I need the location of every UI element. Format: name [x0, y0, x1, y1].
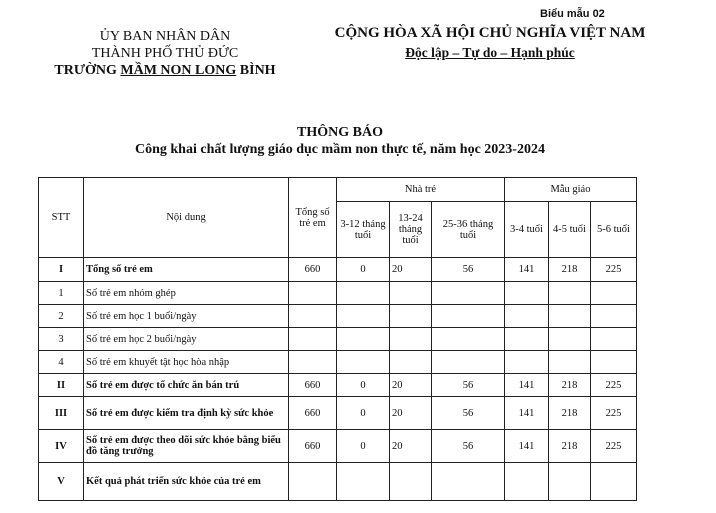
cell-age-13-24: 20	[390, 374, 432, 397]
cell-age-3-12	[337, 282, 390, 305]
row-content: Kết quả phát triển sức khỏe của trẻ em	[84, 463, 289, 501]
cell-age-5-6	[591, 463, 637, 501]
cell-total: 660	[289, 374, 337, 397]
cell-age-4-5: 218	[549, 374, 591, 397]
cell-age-3-4	[505, 282, 549, 305]
header-age-3-4: 3-4 tuổi	[505, 202, 549, 258]
row-stt: IV	[39, 430, 84, 463]
cell-age-5-6	[591, 282, 637, 305]
row-content: Tổng số trẻ em	[84, 258, 289, 282]
cell-age-3-4: 141	[505, 397, 549, 430]
cell-total	[289, 351, 337, 374]
cell-age-25-36: 56	[432, 374, 505, 397]
cell-age-3-12	[337, 328, 390, 351]
document-title-block	[0, 124, 680, 158]
cell-age-3-12	[337, 351, 390, 374]
table-row	[39, 430, 637, 463]
cell-age-3-4	[505, 328, 549, 351]
cell-age-5-6: 225	[591, 430, 637, 463]
header-age-25-36: 25-36 tháng tuổi	[432, 202, 505, 258]
cell-total	[289, 282, 337, 305]
cell-total: 660	[289, 258, 337, 282]
table-row	[39, 282, 637, 305]
row-stt: V	[39, 463, 84, 501]
cell-age-4-5	[549, 351, 591, 374]
table-row	[39, 351, 637, 374]
document-title: THÔNG BÁO	[297, 125, 383, 140]
header-mau-giao: Mẫu giáo	[505, 178, 637, 202]
table-row	[39, 305, 637, 328]
authority-line-1: ỦY BAN NHÂN DÂN	[99, 29, 231, 44]
cell-age-3-4: 141	[505, 374, 549, 397]
cell-age-4-5: 218	[549, 258, 591, 282]
cell-age-25-36	[432, 282, 505, 305]
form-number: Biểu mẫu 02	[540, 8, 605, 20]
row-stt: 4	[39, 351, 84, 374]
row-content: Số trẻ em được kiểm tra định kỳ sức khỏe	[84, 397, 289, 430]
cell-age-13-24	[390, 328, 432, 351]
school-name-suffix: BÌNH	[236, 63, 276, 78]
cell-age-25-36	[432, 328, 505, 351]
cell-age-13-24: 20	[390, 397, 432, 430]
cell-age-3-12	[337, 305, 390, 328]
row-content: Số trẻ em nhóm ghép	[84, 282, 289, 305]
row-stt: 1	[39, 282, 84, 305]
row-stt: II	[39, 374, 84, 397]
cell-age-25-36	[432, 463, 505, 501]
header-age-5-6: 5-6 tuổi	[591, 202, 637, 258]
table-row	[39, 328, 637, 351]
cell-age-5-6	[591, 351, 637, 374]
table-row	[39, 397, 637, 430]
national-motto: Độc lập – Tự do – Hạnh phúc	[405, 45, 575, 60]
cell-age-3-12	[337, 463, 390, 501]
cell-age-25-36: 56	[432, 258, 505, 282]
cell-age-25-36: 56	[432, 430, 505, 463]
education-quality-table	[38, 177, 637, 501]
cell-age-3-12: 0	[337, 397, 390, 430]
cell-age-13-24	[390, 463, 432, 501]
header-content: Nội dung	[84, 178, 289, 258]
cell-age-4-5	[549, 463, 591, 501]
cell-age-3-4: 141	[505, 258, 549, 282]
cell-age-3-12: 0	[337, 258, 390, 282]
cell-age-25-36: 56	[432, 397, 505, 430]
cell-age-13-24: 20	[390, 430, 432, 463]
table-row	[39, 258, 637, 282]
cell-age-5-6: 225	[591, 374, 637, 397]
cell-age-4-5	[549, 328, 591, 351]
cell-age-5-6: 225	[591, 397, 637, 430]
row-content: Số trẻ em học 2 buổi/ngày	[84, 328, 289, 351]
authority-line-2: THÀNH PHỐ THỦ ĐỨC	[91, 46, 239, 61]
cell-age-13-24	[390, 305, 432, 328]
cell-age-3-12: 0	[337, 374, 390, 397]
row-content: Số trẻ em học 1 buổi/ngày	[84, 305, 289, 328]
cell-age-25-36	[432, 305, 505, 328]
cell-age-3-4: 141	[505, 430, 549, 463]
cell-age-13-24	[390, 351, 432, 374]
table-row	[39, 374, 637, 397]
cell-age-3-4	[505, 463, 549, 501]
school-name-prefix: TRƯỜNG	[54, 63, 121, 78]
school-name	[20, 62, 310, 79]
header-stt: STT	[39, 178, 84, 258]
document-subtitle: Công khai chất lượng giáo dục mầm non thực tế, năm học 2023-2024	[135, 142, 545, 157]
school-name-underlined: MẦM NON LONG	[120, 63, 237, 78]
header-age-4-5: 4-5 tuổi	[549, 202, 591, 258]
cell-age-25-36	[432, 351, 505, 374]
cell-age-5-6	[591, 305, 637, 328]
cell-age-5-6	[591, 328, 637, 351]
table-row	[39, 463, 637, 501]
cell-total: 660	[289, 397, 337, 430]
cell-total	[289, 305, 337, 328]
cell-age-3-4	[505, 305, 549, 328]
cell-age-3-4	[505, 351, 549, 374]
row-content: Số trẻ em được tổ chức ăn bán trú	[84, 374, 289, 397]
cell-age-4-5	[549, 282, 591, 305]
cell-age-3-12: 0	[337, 430, 390, 463]
cell-age-13-24: 20	[390, 258, 432, 282]
cell-age-13-24	[390, 282, 432, 305]
cell-age-4-5	[549, 305, 591, 328]
row-stt: 3	[39, 328, 84, 351]
row-content: Số trẻ em khuyết tật học hòa nhập	[84, 351, 289, 374]
national-header	[300, 24, 680, 62]
cell-total	[289, 463, 337, 501]
nation-name: CỘNG HÒA XÃ HỘI CHỦ NGHĨA VIỆT NAM	[334, 25, 646, 41]
header-nha-tre: Nhà trẻ	[337, 178, 505, 202]
header-age-3-12: 3-12 tháng tuổi	[337, 202, 390, 258]
header-total: Tổng số trẻ em	[289, 178, 337, 258]
cell-age-4-5: 218	[549, 430, 591, 463]
row-stt: III	[39, 397, 84, 430]
issuing-authority	[20, 28, 310, 79]
cell-age-4-5: 218	[549, 397, 591, 430]
cell-total	[289, 328, 337, 351]
cell-age-5-6: 225	[591, 258, 637, 282]
header-age-13-24: 13-24 tháng tuổi	[390, 202, 432, 258]
cell-total: 660	[289, 430, 337, 463]
row-stt: 2	[39, 305, 84, 328]
row-stt: I	[39, 258, 84, 282]
row-content: Số trẻ em được theo dõi sức khỏe bằng biểu đồ tăng trưởng	[84, 430, 289, 463]
